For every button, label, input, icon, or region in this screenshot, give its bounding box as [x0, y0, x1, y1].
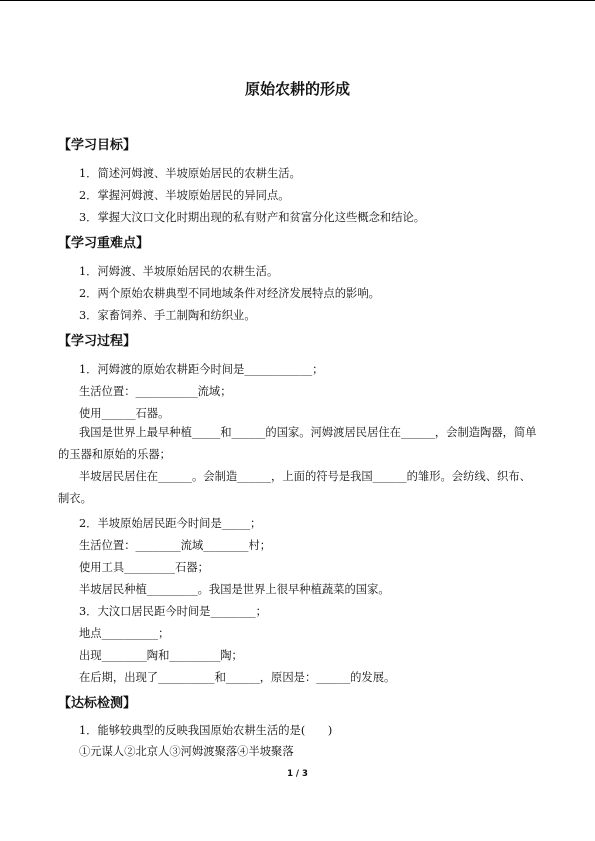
process-line: 地点__________；	[79, 627, 170, 640]
goal-item: 1．简述河姆渡、半坡原始居民的农耕生活。	[79, 167, 301, 180]
process-paragraph: 我国是世界上最早种植_____和______的国家。河姆渡居民居住在______，会制造陶器，简单的玉器和原始的乐器；	[58, 426, 537, 461]
question-options: ①元谋人②北京人③河姆渡聚落④半坡聚落	[79, 745, 294, 758]
process-line: 出现________陶和_________陶；	[79, 649, 243, 662]
process-line: 生活位置：________流域________村；	[79, 539, 272, 552]
process-line: 使用工具_________石器；	[79, 561, 209, 574]
process-paragraph: 半坡居民居住在______。会制造______，上面的符号是我国______的雏形。会纺线、织布、制衣。	[58, 470, 531, 505]
process-line: 使用______石器。	[79, 407, 170, 420]
keypoint-item: 1．河姆渡、半坡原始居民的农耕生活。	[79, 265, 279, 278]
process-line: 2．半坡原始居民距今时间是_____；	[79, 517, 262, 530]
section-heading-process: 【学习过程】	[58, 334, 137, 349]
question-line: 1．能够较典型的反映我国原始农耕生活的是( )	[79, 724, 333, 737]
keypoint-item: 3．家畜饲养、手工制陶和纺织业。	[79, 309, 256, 322]
process-line: 在后期，出现了__________和______，原因是：______的发展。	[79, 671, 396, 684]
section-heading-goals: 【学习目标】	[58, 138, 137, 153]
process-line: 1．河姆渡的原始农耕距今时间是____________；	[79, 363, 324, 376]
process-line: 3．大汶口居民距今时间是________；	[79, 605, 267, 618]
keypoint-item: 2．两个原始农耕典型不同地域条件对经济发展特点的影响。	[79, 287, 380, 300]
top-border-line	[0, 0, 595, 1]
page-number: 1 / 3	[287, 769, 308, 779]
goal-item: 2．掌握河姆渡、半坡原始居民的异同点。	[79, 189, 290, 202]
section-heading-keypoints: 【学习重难点】	[58, 236, 150, 251]
process-line: 生活位置：___________流域；	[79, 385, 232, 398]
process-line: 半坡居民种植_________。我国是世界上很早种植蔬菜的国家。	[79, 583, 390, 596]
section-heading-test: 【达标检测】	[58, 696, 137, 711]
goal-item: 3．掌握大汶口文化时期出现的私有财产和贫富分化这些概念和结论。	[79, 211, 426, 224]
page-title: 原始农耕的形成	[244, 80, 350, 98]
